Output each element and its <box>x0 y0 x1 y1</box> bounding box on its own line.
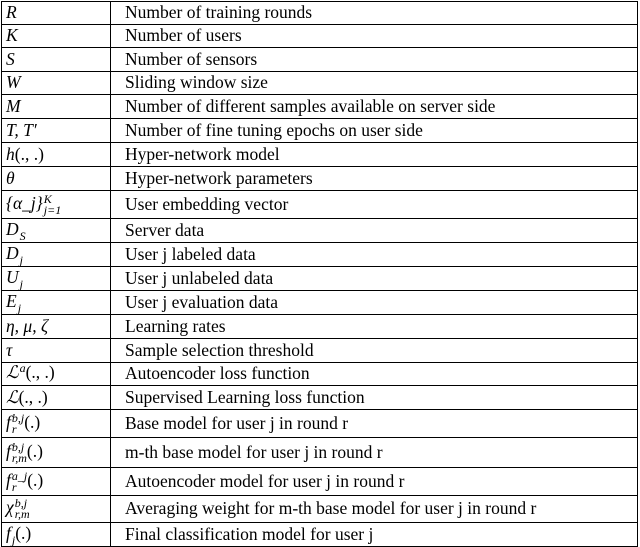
description-cell: Server data <box>111 219 638 243</box>
table-row <box>2 72 638 95</box>
symbol-cell <box>2 339 111 363</box>
subscript: r,m <box>14 507 30 521</box>
symbol-cell <box>2 167 111 191</box>
symbol-cell <box>2 25 111 48</box>
subscript: r <box>11 479 17 494</box>
description-cell: Base model for user j in round r <box>111 410 638 438</box>
description-cell: User j unlabeled data <box>111 267 638 291</box>
symbol: f <box>6 522 11 543</box>
symbol-cell <box>2 410 111 438</box>
description-cell: Autoencoder loss function <box>111 363 638 386</box>
symbol: E <box>6 290 17 311</box>
table-row <box>2 523 638 547</box>
table-row <box>2 410 638 438</box>
table-row <box>2 438 638 468</box>
subscript: r <box>11 421 17 436</box>
table-row <box>2 167 638 191</box>
subscript: S <box>19 228 26 243</box>
superscript: b,j <box>11 410 25 425</box>
superscript: K <box>43 191 52 206</box>
description-cell: Number of fine tuning epochs on user side <box>111 119 638 143</box>
symbol-cell <box>2 363 111 386</box>
symbol: h <box>6 143 15 164</box>
table-row <box>2 2 638 25</box>
symbol-cell <box>2 291 111 315</box>
table-row <box>2 363 638 386</box>
table-row <box>2 95 638 119</box>
symbol-cell <box>2 468 111 496</box>
superscript: b,j <box>11 439 25 454</box>
symbol: f <box>6 440 11 461</box>
description-cell: Autoencoder model for user j in round r <box>111 468 638 496</box>
description-cell: Sample selection threshold <box>111 339 638 363</box>
symbol-cell <box>2 386 111 410</box>
table-row <box>2 315 638 339</box>
table-row <box>2 468 638 496</box>
notation-table <box>1 1 638 547</box>
symbol-cell <box>2 496 111 523</box>
description-cell: Hyper-network model <box>111 143 638 167</box>
description-cell: Supervised Learning loss function <box>111 386 638 410</box>
description-cell: Number of training rounds <box>111 2 638 25</box>
symbol-cell <box>2 267 111 291</box>
symbol: χ <box>6 497 14 518</box>
symbol: W <box>6 72 21 93</box>
description-cell: Number of users <box>111 25 638 48</box>
subscript: r,m <box>11 450 27 465</box>
symbol-cell <box>2 119 111 143</box>
symbol-args: (.) <box>15 522 32 543</box>
description-cell: User embedding vector <box>111 191 638 219</box>
symbol: θ <box>6 167 15 188</box>
symbol: U <box>6 266 19 287</box>
symbol-cell <box>2 438 111 468</box>
symbol-args: (.) <box>24 411 41 432</box>
symbol: K <box>6 25 18 46</box>
symbol: T, T′ <box>6 119 37 140</box>
description-cell: Averaging weight for m-th base model for user j in round r <box>111 496 638 523</box>
table-row <box>2 243 638 267</box>
description-cell: Hyper-network parameters <box>111 167 638 191</box>
table-row <box>2 219 638 243</box>
symbol-cell <box>2 95 111 119</box>
subscript: j=1 <box>43 202 62 217</box>
table-row <box>2 291 638 315</box>
description-cell: Number of sensors <box>111 48 638 72</box>
table-row <box>2 496 638 523</box>
table-row <box>2 386 638 410</box>
symbol: M <box>6 95 21 116</box>
symbol-cell <box>2 48 111 72</box>
symbol-cell <box>2 143 111 167</box>
symbol: τ <box>6 339 13 360</box>
table-row <box>2 191 638 219</box>
superscript: a <box>19 361 26 375</box>
table-row <box>2 48 638 72</box>
symbol-args: (., .) <box>14 143 44 164</box>
superscript: a_j <box>11 468 28 483</box>
symbol-args: (., .) <box>18 386 48 407</box>
subscript: j <box>19 276 23 291</box>
table-row <box>2 25 638 48</box>
symbol: ℒ <box>6 362 19 383</box>
symbol: η, μ, ζ <box>6 315 49 336</box>
symbol-args: (., .) <box>25 362 55 383</box>
symbol: {α_j} <box>6 192 43 213</box>
table-row <box>2 339 638 363</box>
symbol: D <box>6 242 19 263</box>
table-row <box>2 143 638 167</box>
symbol: D <box>6 218 19 239</box>
description-cell: Number of different samples available on server side <box>111 95 638 119</box>
symbol: S <box>6 48 15 69</box>
symbol: f <box>6 411 11 432</box>
description-cell: User j labeled data <box>111 243 638 267</box>
symbol-cell <box>2 243 111 267</box>
symbol-cell <box>2 2 111 25</box>
symbol-args: (.) <box>27 469 44 490</box>
table-row <box>2 119 638 143</box>
description-cell: m-th base model for user j in round r <box>111 438 638 468</box>
subscript: j <box>19 252 23 267</box>
symbol-cell <box>2 523 111 547</box>
superscript: b,j <box>14 496 28 510</box>
symbol: R <box>6 2 17 23</box>
symbol-args: (.) <box>26 440 43 461</box>
symbol: f <box>6 469 11 490</box>
symbol-cell <box>2 315 111 339</box>
symbol: ℒ <box>6 386 19 407</box>
subscript: j <box>17 300 22 315</box>
description-cell: Learning rates <box>111 315 638 339</box>
table-row <box>2 267 638 291</box>
description-cell: User j evaluation data <box>111 291 638 315</box>
symbol-cell <box>2 72 111 95</box>
description-cell: Final classification model for user j <box>111 523 638 547</box>
symbol-cell <box>2 191 111 219</box>
symbol-cell <box>2 219 111 243</box>
description-cell: Sliding window size <box>111 72 638 95</box>
subscript: j <box>11 532 16 547</box>
